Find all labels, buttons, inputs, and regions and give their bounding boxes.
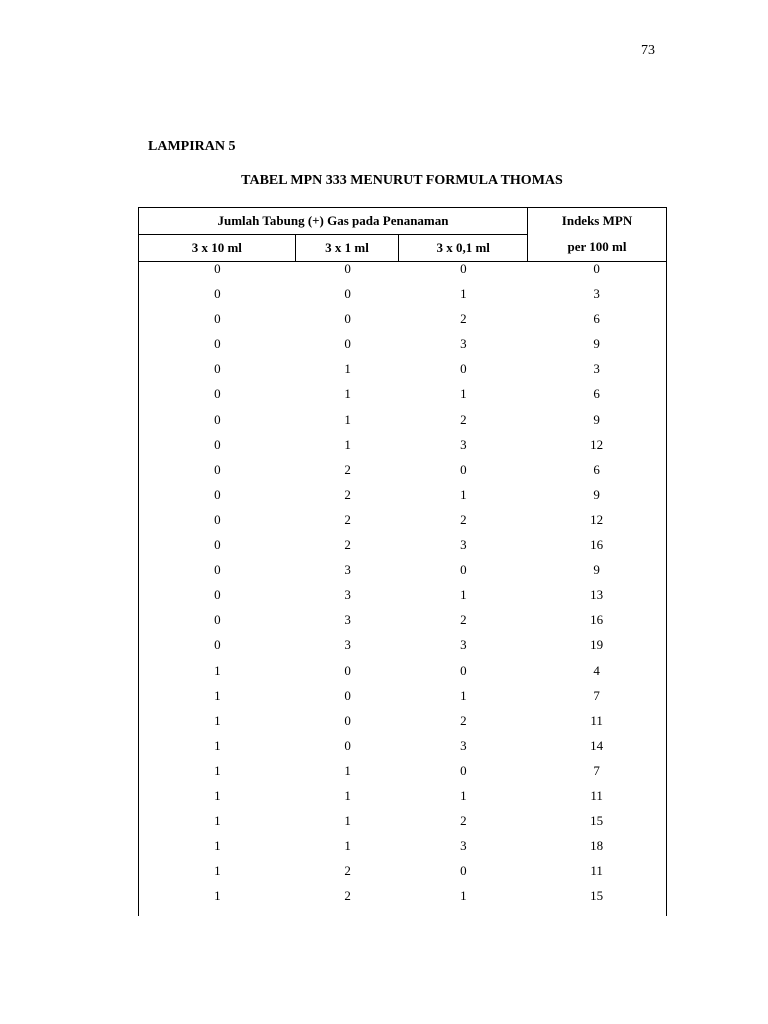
cell-3x10ml: 0 bbox=[214, 562, 221, 578]
table-row bbox=[139, 488, 666, 513]
cell-3x1ml: 0 bbox=[344, 662, 351, 678]
table-row bbox=[139, 814, 666, 839]
cell-3x10ml: 1 bbox=[214, 787, 221, 803]
cell-mpn-index: 7 bbox=[593, 762, 600, 778]
cell-mpn-index: 0 bbox=[593, 261, 600, 276]
cell-3x1ml: 2 bbox=[344, 461, 351, 477]
cell-3x10ml: 1 bbox=[214, 813, 221, 829]
cell-3x01ml: 1 bbox=[460, 687, 467, 703]
table-row bbox=[139, 287, 666, 312]
table-row bbox=[139, 889, 666, 914]
index-header-line2: per 100 ml bbox=[567, 239, 627, 254]
cell-mpn-index: 15 bbox=[590, 813, 604, 829]
cell-3x10ml: 0 bbox=[214, 612, 221, 628]
cell-mpn-index: 18 bbox=[590, 838, 604, 854]
cell-3x01ml: 3 bbox=[460, 537, 467, 553]
cell-mpn-index: 11 bbox=[590, 863, 603, 879]
cell-3x1ml: 0 bbox=[344, 737, 351, 753]
cell-3x1ml: 1 bbox=[344, 762, 351, 778]
cell-3x01ml: 0 bbox=[460, 361, 467, 377]
cell-mpn-index: 9 bbox=[593, 486, 600, 502]
cell-3x10ml: 0 bbox=[214, 411, 221, 427]
cell-3x01ml: 0 bbox=[460, 662, 467, 678]
cell-3x1ml: 1 bbox=[344, 386, 351, 402]
table-row bbox=[139, 764, 666, 789]
cell-3x01ml: 2 bbox=[460, 411, 467, 427]
cell-3x10ml: 0 bbox=[214, 311, 221, 327]
appendix-label: LAMPIRAN 5 bbox=[148, 139, 236, 154]
cell-3x1ml: 2 bbox=[344, 511, 351, 527]
cell-3x01ml: 0 bbox=[460, 562, 467, 578]
table-row bbox=[139, 638, 666, 663]
cell-3x1ml: 0 bbox=[344, 687, 351, 703]
cell-3x10ml: 0 bbox=[214, 436, 221, 452]
cell-3x1ml: 2 bbox=[344, 537, 351, 553]
cell-3x1ml: 0 bbox=[344, 336, 351, 352]
cell-mpn-index: 11 bbox=[590, 787, 603, 803]
cell-mpn-index: 3 bbox=[593, 286, 600, 302]
cell-mpn-index: 9 bbox=[593, 411, 600, 427]
header-group bbox=[139, 208, 528, 261]
cell-3x01ml: 1 bbox=[460, 888, 467, 904]
table-title: TABEL MPN 333 MENURUT FORMULA THOMAS bbox=[241, 173, 563, 188]
cell-3x1ml: 1 bbox=[344, 838, 351, 854]
table-row bbox=[139, 262, 666, 287]
cell-3x01ml: 1 bbox=[460, 386, 467, 402]
cell-3x10ml: 1 bbox=[214, 712, 221, 728]
cell-3x10ml: 0 bbox=[214, 286, 221, 302]
table-row bbox=[139, 337, 666, 362]
cell-3x10ml: 0 bbox=[214, 336, 221, 352]
cell-mpn-index: 13 bbox=[590, 587, 604, 603]
cell-3x10ml: 0 bbox=[214, 461, 221, 477]
cell-3x10ml: 0 bbox=[214, 386, 221, 402]
cell-mpn-index: 16 bbox=[590, 612, 604, 628]
cell-3x1ml: 3 bbox=[344, 612, 351, 628]
table-row bbox=[139, 563, 666, 588]
table-row bbox=[139, 387, 666, 412]
column-header-3x01ml: 3 x 0,1 ml bbox=[436, 240, 490, 255]
cell-mpn-index: 12 bbox=[590, 436, 604, 452]
table-row bbox=[139, 789, 666, 814]
cell-mpn-index: 16 bbox=[590, 537, 604, 553]
cell-mpn-index: 6 bbox=[593, 311, 600, 327]
cell-3x01ml: 3 bbox=[460, 336, 467, 352]
cell-3x1ml: 0 bbox=[344, 712, 351, 728]
group-header: Jumlah Tabung (+) Gas pada Penanaman bbox=[139, 208, 527, 235]
cell-3x01ml: 2 bbox=[460, 612, 467, 628]
table-row bbox=[139, 714, 666, 739]
cell-3x01ml: 3 bbox=[460, 436, 467, 452]
cell-3x01ml: 2 bbox=[460, 511, 467, 527]
cell-3x10ml: 0 bbox=[214, 361, 221, 377]
cell-3x10ml: 0 bbox=[214, 637, 221, 653]
cell-3x01ml: 3 bbox=[460, 737, 467, 753]
cell-3x1ml: 2 bbox=[344, 486, 351, 502]
cell-mpn-index: 6 bbox=[593, 461, 600, 477]
cell-3x1ml: 3 bbox=[344, 637, 351, 653]
table-row bbox=[139, 362, 666, 387]
cell-3x10ml: 1 bbox=[214, 687, 221, 703]
cell-3x01ml: 0 bbox=[460, 461, 467, 477]
table-row bbox=[139, 438, 666, 463]
table-row bbox=[139, 312, 666, 337]
cell-mpn-index: 7 bbox=[593, 687, 600, 703]
cell-3x10ml: 0 bbox=[214, 486, 221, 502]
cell-3x01ml: 0 bbox=[460, 261, 467, 276]
table-row bbox=[139, 689, 666, 714]
cell-3x01ml: 2 bbox=[460, 712, 467, 728]
cell-mpn-index: 4 bbox=[593, 662, 600, 678]
cell-3x10ml: 1 bbox=[214, 737, 221, 753]
cell-3x10ml: 0 bbox=[214, 261, 221, 276]
cell-3x01ml: 3 bbox=[460, 637, 467, 653]
cell-mpn-index: 6 bbox=[593, 386, 600, 402]
column-header-3x10ml: 3 x 10 ml bbox=[139, 235, 296, 261]
index-header-line1: Indeks MPN bbox=[561, 213, 633, 228]
cell-3x10ml: 0 bbox=[214, 537, 221, 553]
index-header bbox=[528, 208, 666, 261]
mpn-table bbox=[138, 207, 667, 916]
cell-mpn-index: 15 bbox=[590, 888, 604, 904]
cell-3x01ml: 2 bbox=[460, 813, 467, 829]
cell-mpn-index: 9 bbox=[593, 562, 600, 578]
cell-3x1ml: 0 bbox=[344, 311, 351, 327]
cell-3x01ml: 0 bbox=[460, 863, 467, 879]
column-header-3x1ml: 3 x 1 ml bbox=[296, 235, 400, 261]
cell-3x10ml: 1 bbox=[214, 863, 221, 879]
cell-3x10ml: 1 bbox=[214, 762, 221, 778]
table-row bbox=[139, 839, 666, 864]
table-row bbox=[139, 613, 666, 638]
cell-3x1ml: 1 bbox=[344, 411, 351, 427]
cell-3x01ml: 3 bbox=[460, 838, 467, 854]
table-row bbox=[139, 864, 666, 889]
cell-mpn-index: 12 bbox=[590, 511, 604, 527]
table-row bbox=[139, 739, 666, 764]
cell-3x01ml: 2 bbox=[460, 311, 467, 327]
cell-3x10ml: 1 bbox=[214, 888, 221, 904]
cell-3x01ml: 1 bbox=[460, 286, 467, 302]
cell-3x10ml: 1 bbox=[214, 838, 221, 854]
cell-3x01ml: 0 bbox=[460, 762, 467, 778]
column-headers bbox=[139, 235, 527, 261]
cell-mpn-index: 9 bbox=[593, 336, 600, 352]
cell-3x1ml: 1 bbox=[344, 787, 351, 803]
table-row bbox=[139, 463, 666, 488]
cell-3x01ml: 1 bbox=[460, 587, 467, 603]
cell-mpn-index: 3 bbox=[593, 361, 600, 377]
cell-3x10ml: 0 bbox=[214, 511, 221, 527]
table-header bbox=[139, 208, 666, 262]
table-body bbox=[139, 262, 666, 916]
table-row bbox=[139, 513, 666, 538]
cell-3x1ml: 2 bbox=[344, 888, 351, 904]
cell-3x1ml: 0 bbox=[344, 286, 351, 302]
page-number: 73 bbox=[641, 43, 655, 58]
cell-3x1ml: 3 bbox=[344, 562, 351, 578]
cell-mpn-index: 19 bbox=[590, 637, 604, 653]
table-row bbox=[139, 664, 666, 689]
cell-3x01ml: 1 bbox=[460, 486, 467, 502]
table-row bbox=[139, 413, 666, 438]
cell-3x1ml: 0 bbox=[344, 261, 351, 276]
table-row bbox=[139, 588, 666, 613]
cell-3x1ml: 1 bbox=[344, 436, 351, 452]
table-row bbox=[139, 538, 666, 563]
cell-mpn-index: 14 bbox=[590, 737, 604, 753]
cell-3x1ml: 1 bbox=[344, 813, 351, 829]
cell-3x10ml: 0 bbox=[214, 587, 221, 603]
cell-3x1ml: 1 bbox=[344, 361, 351, 377]
cell-3x1ml: 3 bbox=[344, 587, 351, 603]
cell-3x1ml: 2 bbox=[344, 863, 351, 879]
cell-3x10ml: 1 bbox=[214, 662, 221, 678]
cell-3x01ml: 1 bbox=[460, 787, 467, 803]
cell-mpn-index: 11 bbox=[590, 712, 603, 728]
